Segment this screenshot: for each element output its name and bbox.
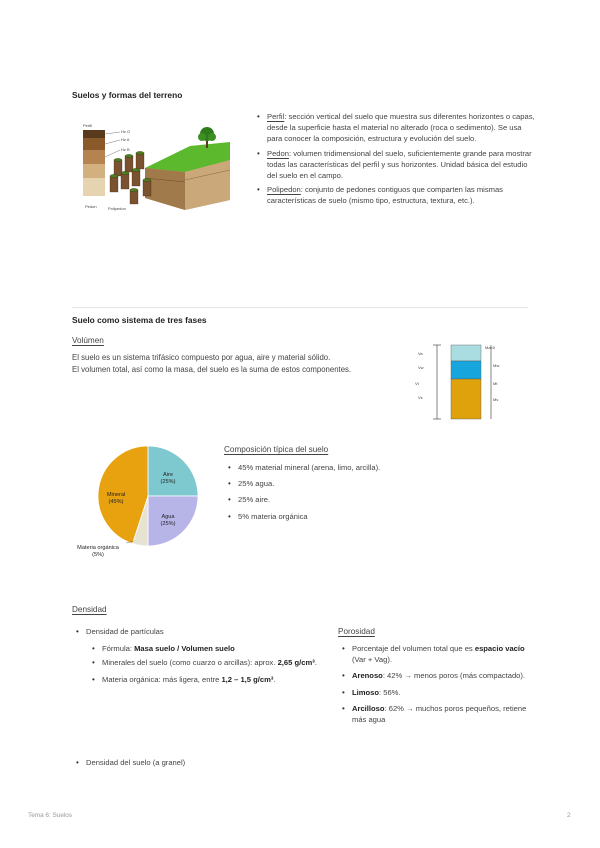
porosidad-list <box>340 643 532 725</box>
svg-text:Mt: Mt <box>493 381 498 386</box>
term-pedon: Pedon <box>267 148 289 158</box>
pie-value-label: (45%) <box>108 499 124 505</box>
volumen-line-2: El volumen total, así como la masa, del suelo es la suma de estos componentes. <box>72 364 352 374</box>
volumen-paragraph <box>72 352 382 375</box>
poro-4-text: : 62% → muchos poros pequeños, retiene más agua <box>352 703 527 725</box>
bullet-perfil <box>255 111 535 145</box>
footer-chapter: Tema 6: Suelos <box>28 812 73 819</box>
minerales-item <box>74 657 336 668</box>
svg-text:Vw: Vw <box>418 365 424 370</box>
minerales-value: 2,65 g/cm³ <box>277 658 315 668</box>
pie-label: Materia orgánica <box>77 545 119 551</box>
pie-value-label: (25%) <box>160 521 176 527</box>
pie-slice-aire <box>148 446 198 496</box>
poro-1-bold: espacio vacío <box>474 644 525 653</box>
materia-suffix: . <box>273 674 276 684</box>
svg-text:Ms: Ms <box>493 397 499 402</box>
densidad-granel-list <box>74 757 336 768</box>
heading-volumen: Volúmen <box>72 336 104 345</box>
poro-3-text: : 56%. <box>379 687 401 697</box>
formula-value: Masa suelo / Volumen suelo <box>134 644 235 654</box>
section-title-tres-fases: Suelo como sistema de tres fases <box>72 315 207 325</box>
minerales-prefix: Minerales del suelo (como cuarzo o arcillas): aprox. <box>102 658 278 668</box>
pie-label: Mineral <box>106 492 126 498</box>
poro-3-bold: Limoso <box>352 687 380 697</box>
minerales-suffix: . <box>314 658 317 668</box>
section-title-suelos: Suelos y formas del terreno <box>72 90 183 100</box>
densidad-granel-item: • Densidad del suelo (a granel) <box>74 757 336 768</box>
composicion-item: • 25% agua. <box>226 478 506 489</box>
composition-pie-chart <box>77 446 200 566</box>
svg-text:Hz B: Hz B <box>121 147 130 152</box>
heading-porosidad: Porosidad <box>338 627 375 636</box>
poro-4-bold: Arcilloso <box>352 703 385 713</box>
formula-prefix: Fórmula: <box>102 644 135 654</box>
densidad-particulas-item: • Densidad de partículas <box>74 626 336 637</box>
pie-label: Agua <box>161 514 175 520</box>
porosidad-item-limoso <box>340 687 532 698</box>
poro-1-suffix: (Var + Vag). <box>352 655 393 665</box>
formula-item <box>74 643 336 654</box>
term-perfil: Perfil <box>267 112 285 121</box>
text-polipedon: : conjunto de pedones contiguos que comparten las mismas características de suelo (mismo tipo, estructura, textura, etc.). <box>267 185 503 206</box>
svg-text:Vs: Vs <box>418 395 423 400</box>
materia-value: 1,2 – 1,5 g/cm³ <box>221 674 274 684</box>
svg-text:Vt: Vt <box>415 381 419 386</box>
densidad-list <box>74 626 336 685</box>
pie-value-label: (25%) <box>160 479 176 485</box>
svg-text:Hz A: Hz A <box>121 137 130 142</box>
svg-text:Mw: Mw <box>493 363 500 368</box>
svg-text:Perfil: Perfil <box>83 123 93 128</box>
svg-text:Hz O: Hz O <box>121 129 131 134</box>
poro-1-prefix: Porcentaje del volumen total que es <box>352 644 475 653</box>
materia-item <box>74 674 336 685</box>
composicion-item: • 25% aire. <box>226 494 506 505</box>
svg-text:Pedon: Pedon <box>85 204 97 209</box>
svg-text:Va: Va <box>418 351 423 356</box>
pedon-illustration <box>80 120 230 212</box>
svg-text:Ma≈0: Ma≈0 <box>485 345 495 350</box>
heading-composicion: Composición típica del suelo <box>224 445 329 454</box>
svg-text:Polipedon: Polipedon <box>108 206 126 211</box>
footer-page-number: 2 <box>567 812 571 819</box>
poro-2-text: : 42% → menos poros (más compactado). <box>382 671 526 681</box>
porosidad-item-arcilloso <box>340 703 532 725</box>
three-phase-diagram <box>415 343 525 423</box>
pie-value-label: (5%) <box>92 552 104 558</box>
bullet-polipedon <box>255 184 535 206</box>
porosidad-item-definicion <box>340 643 532 665</box>
text-pedon: : volumen tridimensional del suelo, suficientemente grande para mostrar todas las características del perfil y sus horizontes. Unidad básica del estudio del suelo en el campo. <box>267 148 532 181</box>
materia-prefix: Materia orgánica: más ligera, entre <box>102 674 222 684</box>
text-perfil: : sección vertical del suelo que muestra sus diferentes horizontes o capas, desde la superficie hasta el material no alterado (roca o sedimento). Se usa para conocer la composición, estructura y evolución del suelo. <box>267 112 535 144</box>
composicion-list <box>226 462 506 522</box>
composicion-item: • 45% material mineral (arena, limo, arcilla). <box>226 462 506 473</box>
poro-2-bold: Arenoso <box>352 671 383 681</box>
pie-label: Aire <box>163 472 173 478</box>
porosidad-item-arenoso <box>340 670 532 681</box>
volumen-line-1: El suelo es un sistema trifásico compuesto por agua, aire y material sólido. <box>72 353 331 362</box>
heading-densidad: Densidad <box>72 605 107 614</box>
section-divider <box>72 307 528 308</box>
bullet-pedon <box>255 148 535 182</box>
term-polipedon: Polipedon <box>267 185 301 195</box>
section1-bullet-list <box>255 111 535 207</box>
composicion-item: • 5% materia orgánica <box>226 511 506 522</box>
